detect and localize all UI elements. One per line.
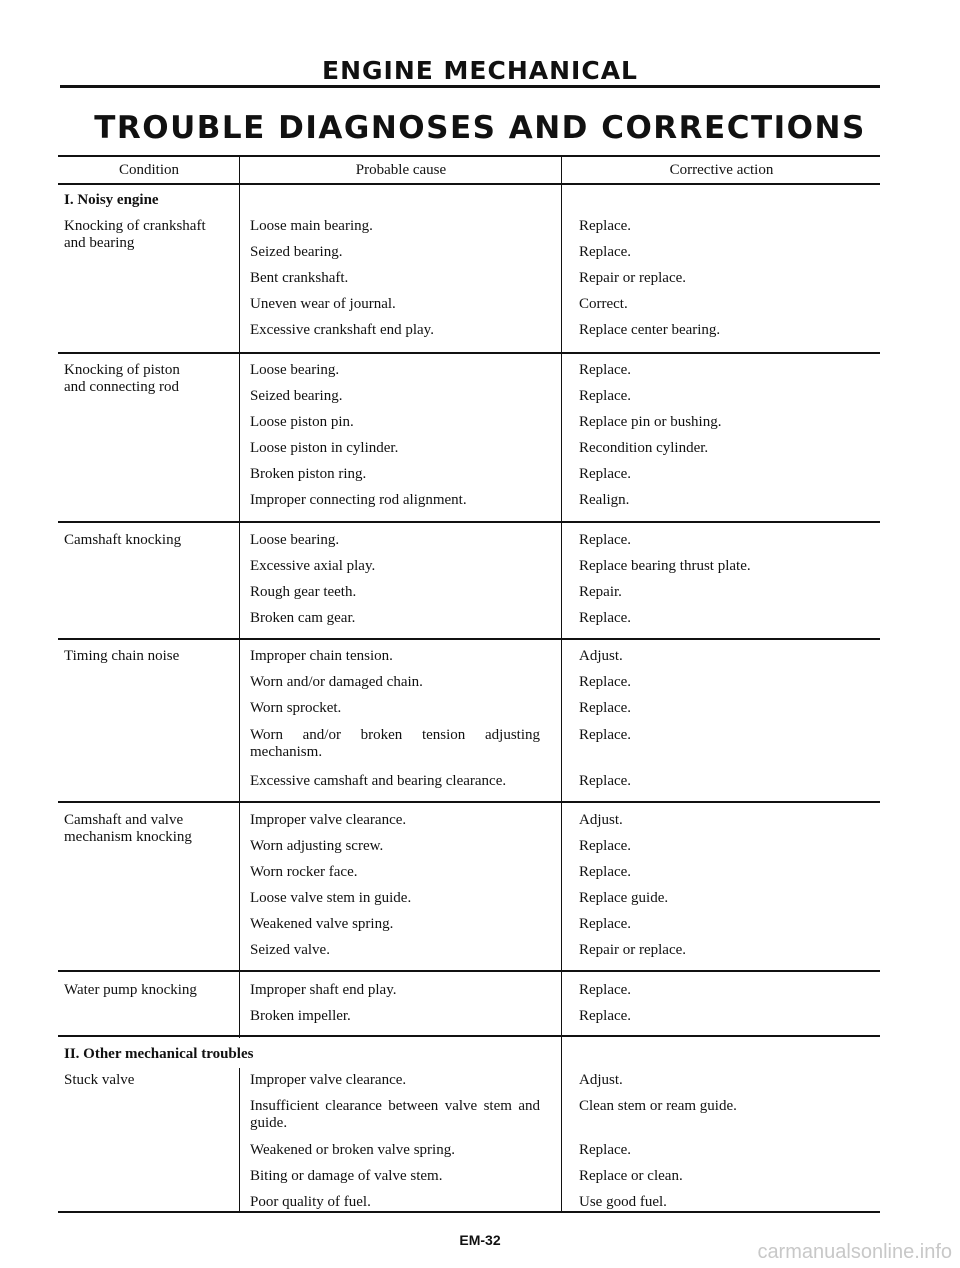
action-text: Replace. bbox=[579, 218, 632, 234]
condition-text: mechanism knocking bbox=[64, 829, 192, 845]
cause-text: Seized bearing. bbox=[250, 388, 343, 404]
page-number: EM-32 bbox=[459, 1232, 501, 1248]
section-label-noisy-engine: I. Noisy engine bbox=[64, 192, 159, 208]
action-text: Replace. bbox=[579, 700, 632, 716]
cause-text: Poor quality of fuel. bbox=[250, 1194, 371, 1210]
action-text: Replace center bearing. bbox=[579, 322, 721, 338]
action-text: Replace. bbox=[579, 838, 632, 854]
condition-text: Stuck valve bbox=[64, 1072, 135, 1088]
header-rule bbox=[60, 85, 880, 88]
action-text: Replace. bbox=[579, 1142, 632, 1158]
cause-text: Improper connecting rod alignment. bbox=[250, 492, 467, 508]
cause-text: Excessive camshaft and bearing clearance. bbox=[250, 773, 507, 789]
action-text: Replace. bbox=[579, 864, 632, 880]
column-divider-1-lower bbox=[239, 1068, 240, 1212]
condition-text: Water pump knocking bbox=[64, 982, 197, 998]
cause-text: Loose valve stem in guide. bbox=[250, 890, 412, 906]
action-text: Adjust. bbox=[579, 648, 623, 664]
action-text: Repair or replace. bbox=[579, 942, 687, 958]
cause-text: Weakened valve spring. bbox=[250, 916, 394, 932]
action-text: Replace pin or bushing. bbox=[579, 414, 722, 430]
cause-text: Worn adjusting screw. bbox=[250, 838, 384, 854]
action-text: Replace. bbox=[579, 916, 632, 932]
column-header-cause: Probable cause bbox=[355, 162, 447, 178]
cause-text: Loose piston in cylinder. bbox=[250, 440, 399, 456]
action-text: Clean stem or ream guide. bbox=[579, 1098, 737, 1114]
group-separator bbox=[58, 638, 880, 640]
cause-text: Improper valve clearance. bbox=[250, 812, 407, 828]
cause-text: Excessive axial play. bbox=[250, 558, 376, 574]
column-header-condition: Condition bbox=[118, 162, 179, 178]
action-text: Replace. bbox=[579, 388, 632, 404]
action-text: Repair or replace. bbox=[579, 270, 687, 286]
cause-text: Weakened or broken valve spring. bbox=[250, 1142, 455, 1158]
group-separator bbox=[58, 1035, 880, 1037]
cause-text: Broken impeller. bbox=[250, 1008, 351, 1024]
watermark: carmanualsonline.info bbox=[757, 1241, 952, 1263]
cause-text: Seized valve. bbox=[250, 942, 330, 958]
condition-text: Timing chain noise bbox=[64, 648, 180, 664]
action-text: Replace. bbox=[579, 532, 632, 548]
condition-text: Knocking of piston bbox=[64, 362, 180, 378]
action-text: Replace. bbox=[579, 674, 632, 690]
cause-text: Biting or damage of valve stem. bbox=[250, 1168, 443, 1184]
cause-text: Insufficient clearance between valve stem and guide. bbox=[250, 1098, 540, 1131]
column-header-action: Corrective action bbox=[669, 162, 774, 178]
cause-text: Bent crankshaft. bbox=[250, 270, 349, 286]
action-text: Replace bearing thrust plate. bbox=[579, 558, 751, 574]
group-separator bbox=[58, 801, 880, 803]
cause-text: Improper shaft end play. bbox=[250, 982, 397, 998]
action-text: Replace. bbox=[579, 244, 632, 260]
condition-text: Camshaft and valve bbox=[64, 812, 184, 828]
action-text: Replace or clean. bbox=[579, 1168, 683, 1184]
action-text: Recondition cylinder. bbox=[579, 440, 709, 456]
column-divider-2 bbox=[561, 156, 562, 1038]
cause-text: Worn rocker face. bbox=[250, 864, 358, 880]
action-text: Replace. bbox=[579, 773, 632, 789]
condition-text: and connecting rod bbox=[64, 379, 179, 395]
cause-text: Worn sprocket. bbox=[250, 700, 342, 716]
cause-text: Seized bearing. bbox=[250, 244, 343, 260]
cause-text: Loose piston pin. bbox=[250, 414, 354, 430]
action-text: Realign. bbox=[579, 492, 630, 508]
action-text: Replace. bbox=[579, 362, 632, 378]
action-text: Adjust. bbox=[579, 1072, 623, 1088]
action-text: Replace. bbox=[579, 1008, 632, 1024]
column-divider-1 bbox=[239, 156, 240, 1038]
cause-text: Loose bearing. bbox=[250, 532, 340, 548]
section-label-other-troubles: II. Other mechanical troubles bbox=[64, 1046, 254, 1062]
table-top-rule bbox=[58, 155, 880, 157]
section-heading: ENGINE MECHANICAL bbox=[322, 56, 638, 85]
action-text: Replace. bbox=[579, 982, 632, 998]
action-text: Use good fuel. bbox=[579, 1194, 667, 1210]
condition-text: and bearing bbox=[64, 235, 135, 251]
group-separator bbox=[58, 352, 880, 354]
action-text: Replace. bbox=[579, 610, 632, 626]
table-bottom-rule bbox=[58, 1211, 880, 1213]
action-text: Replace. bbox=[579, 466, 632, 482]
action-text: Adjust. bbox=[579, 812, 623, 828]
action-text: Correct. bbox=[579, 296, 628, 312]
cause-text: Excessive crankshaft end play. bbox=[250, 322, 434, 338]
action-text: Repair. bbox=[579, 584, 622, 600]
cause-text: Broken cam gear. bbox=[250, 610, 356, 626]
action-text: Replace guide. bbox=[579, 890, 669, 906]
cause-text: Worn and/or broken tension adjusting mechanism. bbox=[250, 727, 540, 760]
cause-text: Rough gear teeth. bbox=[250, 584, 357, 600]
condition-text: Knocking of crankshaft bbox=[64, 218, 206, 234]
cause-text: Broken piston ring. bbox=[250, 466, 367, 482]
cause-text: Loose bearing. bbox=[250, 362, 340, 378]
cause-text: Improper valve clearance. bbox=[250, 1072, 407, 1088]
group-separator bbox=[58, 521, 880, 523]
table-header-rule bbox=[58, 183, 880, 185]
cause-text: Uneven wear of journal. bbox=[250, 296, 396, 312]
action-text: Replace. bbox=[579, 727, 632, 743]
cause-text: Improper chain tension. bbox=[250, 648, 393, 664]
cause-text: Loose main bearing. bbox=[250, 218, 373, 234]
page-title: TROUBLE DIAGNOSES AND CORRECTIONS bbox=[94, 110, 866, 146]
condition-text: Camshaft knocking bbox=[64, 532, 182, 548]
cause-text: Worn and/or damaged chain. bbox=[250, 674, 423, 690]
column-divider-2-lower bbox=[561, 1038, 562, 1212]
group-separator bbox=[58, 970, 880, 972]
